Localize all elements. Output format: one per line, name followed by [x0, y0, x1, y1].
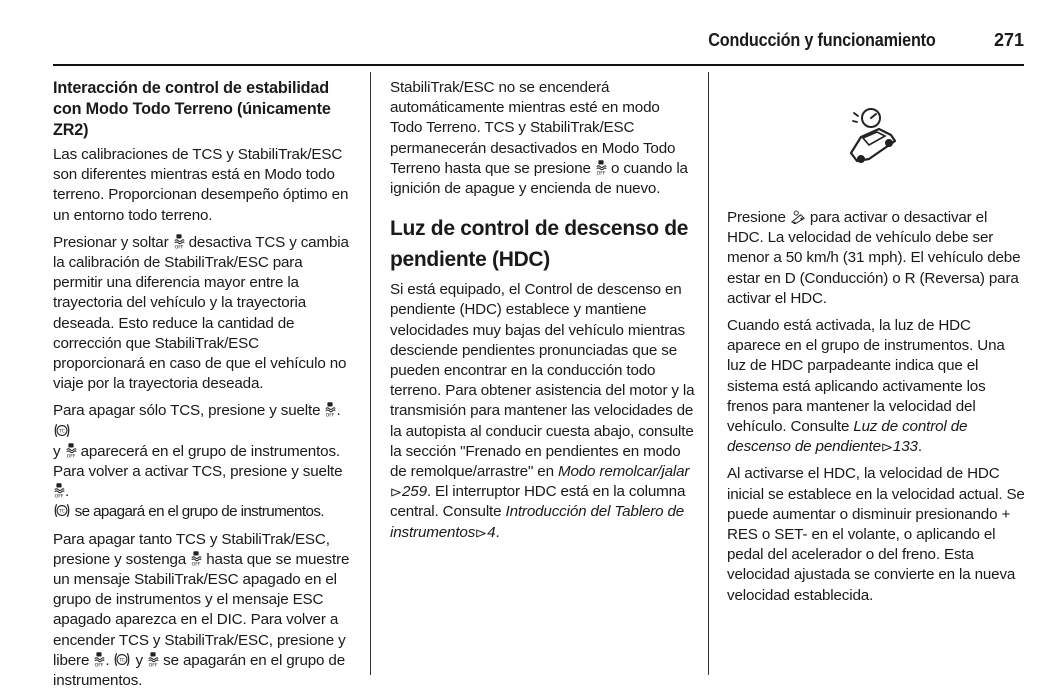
hdc-button-figure-icon: [845, 105, 901, 167]
page-number: 271: [993, 30, 1024, 50]
esc-off-icon: [147, 651, 159, 668]
subsection-heading: Interacción de control de estabilidad con Modo Todo Terreno (únicamente ZR2): [53, 79, 331, 139]
tcs-off-icon: [53, 502, 71, 519]
paragraph: Cuando está activada, la luz de HDC aparece en el grupo de instrumentos. Una luz de HDC parpadeante indica que el sistema está aplicando activamente los frenos para mantener la velocidad del vehículo. Consulte Luz de control de descenso de pendiente 133.: [727, 317, 1005, 456]
paragraph: StabiliTrak/ESC no se encenderá automáticamente mientras esté en modo Todo Terreno. TCS y StabiliTrak/ESC permanecerán desactivados en Modo Todo Terreno hasta que se presione o cuando la ignición de apague y encienda de nuevo.: [390, 79, 688, 198]
esc-off-icon: [173, 233, 185, 250]
paragraph: Si está equipado, el Control de descenso en pendiente (HDC) establece y mantiene velocidades muy bajas del vehículo mientras desciende pendientes pronunciadas que se pueden encontrar en la conducción todo terreno. Para obtener asistencia del motor y la transmisión para mantener las velocidades de la autopista al conducir cuesta abajo, consulte la sección "Frenado en pendientes en modo de remolque/arrastre" en Modo remolcar/jalar 259. El interruptor HDC está en la columna central. Consulte Introducción del Tablero de instrumentos 4.: [390, 281, 695, 541]
paragraph: Presione para activar o desactivar el HDC. La velocidad de vehículo debe ser menor a 50 km/h (31 mph). El vehículo debe estar en D (Conducción) o R (Reversa) para activar el HDC.: [727, 209, 1021, 307]
esc-off-icon: [93, 651, 105, 668]
page-header: [53, 30, 1024, 66]
hdc-button-icon: [790, 210, 806, 225]
tcs-off-icon: [53, 422, 71, 439]
column-divider: [370, 72, 371, 675]
cross-reference-link[interactable]: Introducción del Tablero de instrumentos: [390, 503, 685, 541]
esc-off-icon: [190, 550, 202, 567]
cross-reference-link[interactable]: Luz de control de descenso de pendiente: [727, 418, 968, 456]
paragraph: Las calibraciones de TCS y StabiliTrak/ESC son diferentes mientras está en Modo todo terreno. Proporcionan desempeño óptimo en un entorno todo terreno.: [53, 146, 349, 224]
paragraph: Para apagar sólo TCS, presione y suelte . y aparecerá en el grupo de instrumentos. Para volver a activar TCS, presione y suelte . se apagará en el grupo de instrumentos.: [53, 402, 343, 521]
column-right: [727, 208, 1025, 613]
esc-off-icon: [595, 159, 607, 176]
arrow-icon: [475, 527, 487, 540]
column-left: [53, 72, 353, 698]
esc-off-icon: [324, 401, 336, 418]
cross-reference-link[interactable]: Modo remolcar/jalar: [557, 463, 690, 481]
arrow-icon: [390, 486, 402, 499]
esc-off-icon: [65, 442, 77, 459]
arrow-icon: [881, 441, 893, 454]
tcs-off-icon: [113, 651, 131, 668]
page-reference[interactable]: 259: [402, 483, 427, 501]
page-reference[interactable]: 4: [487, 523, 496, 541]
page-reference[interactable]: 133: [892, 438, 918, 456]
column-divider: [708, 72, 709, 675]
column-middle: [390, 72, 695, 550]
section-heading-hdc: Luz de control de descenso de pendiente (HDC): [390, 217, 689, 272]
paragraph: Presionar y soltar desactiva TCS y cambia la calibración de StabiliTrak/ESC para permitir una diferencia mayor entre la trayectoria del vehículo y la trayectoria deseada. Esto reduce la cantidad de corrección que StabiliTrak/ESC proporcionará en caso de que el vehículo no viaje por la trayectoria deseada.: [53, 233, 349, 393]
section-title: Conducción y funcionamiento: [708, 30, 936, 50]
paragraph: Para apagar tanto TCS y StabiliTrak/ESC, presione y sostenga hasta que se muestre un mensaje StabiliTrak/ESC apagado en el grupo de instrumentos y el mensaje ESC apagado aparezca en el DIC. Para volver a encender TCS y StabiliTrak/ESC, presione y libere . y se apagarán en el grupo de instrumentos.: [53, 530, 350, 690]
paragraph: Al activarse el HDC, la velocidad de HDC inicial se establece en la velocidad actual. Se puede aumentar o disminuir presionando + RES o SET- en el volante, o aplicando el pedal del acelerador o del freno. Esta velocidad ajustada se convierte en la nueva velocidad establecida.: [727, 465, 1025, 604]
esc-off-icon: [53, 482, 65, 499]
